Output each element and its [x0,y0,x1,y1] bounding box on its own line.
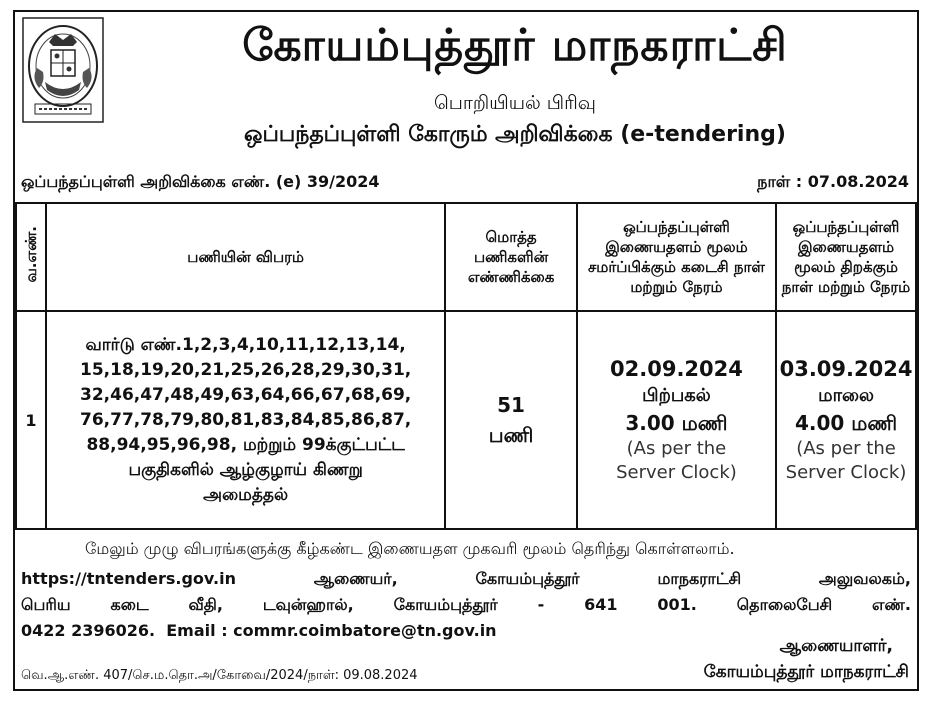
opening-note: (As per the [796,438,896,459]
address-word: கோயம்புத்தூர் [475,569,580,588]
address-word: - [537,595,545,614]
description-line: 32,46,47,48,49,63,64,66,67,68,69, [80,384,412,405]
header-count: மொத்த பணிகளின் எண்ணிக்கை [445,203,577,311]
contact-line: 0422 2396026. Email : commr.coimbatore@tn.gov.in [21,621,497,640]
table-row [16,311,916,529]
description-line: 15,18,19,20,21,25,26,28,29,30,31, [80,359,412,380]
description-line: 76,77,78,79,80,81,83,84,85,86,87, [80,409,412,430]
department-subtitle: பொறியியல் பிரிவு [434,92,596,114]
notice-header [15,12,917,174]
address-line [21,566,911,592]
address-block [21,566,911,644]
opening-time: 4.00 மணி [794,411,898,435]
header-description: பணியின் விபரம் [46,203,445,311]
corporation-title: கோயம்புத்தூர் மாநகராட்சி [242,20,788,71]
address-word: வீதி, [188,595,223,614]
address-word: கோயம்புத்தூர் [393,595,498,614]
table-header-row [16,203,916,311]
address-word: 001. [657,595,697,614]
more-details-line: மேலும் முழு விபரங்களுக்கு கீழ்கண்ட இணையதள முகவரி மூலம் தெரிந்து கொள்ளலாம். [85,539,735,558]
submission-note: Server Clock) [616,462,737,483]
notice-number: ஒப்பந்தப்புள்ளி அறிவிக்கை எண். (e) 39/2024 [21,172,380,191]
emblem-icon [21,16,105,124]
row-submission [577,311,776,529]
address-line [21,592,911,618]
address-word: பெரிய [21,595,71,614]
header-opening: ஒப்பந்தப்புள்ளி இணையதளம் மூலம் திறக்கும் நாள் மற்றும் நேரம் [776,203,916,311]
address-word: ஆணையர், [313,569,398,588]
address-word: கடை [110,595,149,614]
signatory-office: கோயம்புத்தூர் மாநகராட்சி [703,662,909,682]
notice-footer [15,532,917,690]
description-line: வார்டு எண்.1,2,3,4,10,11,12,13,14, [85,334,406,355]
header-submission: ஒப்பந்தப்புள்ளி இணையதளம் மூலம் சமர்ப்பிக்கும் கடைசி நாள் மற்றும் நேரம் [577,203,776,311]
description-line: பகுதிகளில் ஆழ்குழாய் கிணறு [128,459,363,480]
header-sl: வ.எண். [16,203,46,311]
submission-time: 3.00 மணி [625,411,728,435]
address-word: எண். [872,595,911,614]
address-word: டவுன்ஹால், [262,595,354,614]
opening-note: Server Clock) [785,462,907,483]
release-reference: வெ.ஆ.எண். 407/செ.ம.தொ.அ/கோவை/2024/நாள்: 09.08.2024 [21,668,418,683]
notice-date: நாள் : 07.08.2024 [757,172,909,191]
opening-period: மாலை [818,385,874,406]
row-opening [776,311,916,529]
notice-reference-line [15,170,917,200]
address-word: தொலைபேசி [736,595,833,614]
row-description [46,311,445,529]
signatory-title: ஆணையாளர், [779,636,893,656]
tender-table [15,202,917,530]
count-unit: பணி [488,423,534,447]
opening-date: 03.09.2024 [779,357,913,381]
tender-website-link[interactable]: https://tntenders.gov.in [21,569,236,588]
address-word: அலுவலகம், [818,569,911,588]
address-word: மாநகராட்சி [657,569,742,588]
row-count [445,311,577,529]
address-word: 641 [584,595,618,614]
notice-title: ஒப்பந்தப்புள்ளி கோரும் அறிவிக்கை (e-tendering) [244,122,786,147]
description-line: அமைத்தல் [203,484,289,505]
submission-note: (As per the [626,438,727,459]
submission-date: 02.09.2024 [610,357,743,381]
row-sl: 1 [16,311,46,529]
submission-period: பிற்பகல் [642,385,711,406]
tender-notice [13,10,919,691]
count-value: 51 [497,393,525,417]
description-line: 88,94,95,96,98, மற்றும் 99க்குட்பட்ட [86,434,405,455]
